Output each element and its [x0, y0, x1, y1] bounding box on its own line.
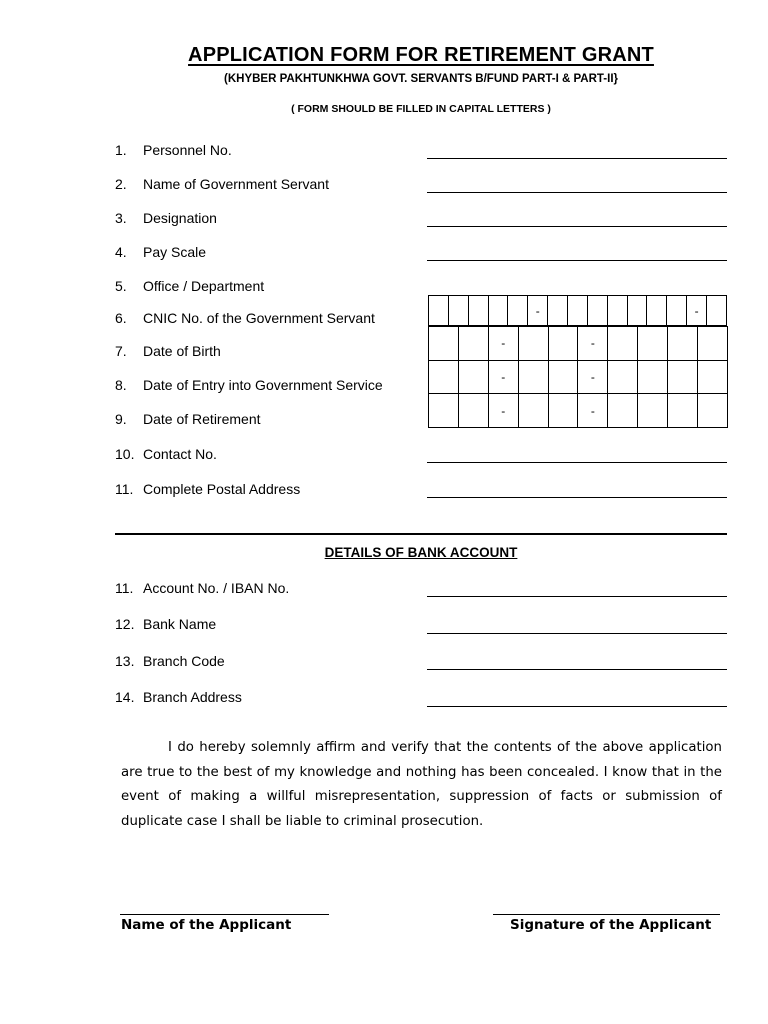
- personnel-no-entry-line[interactable]: [427, 158, 727, 159]
- cnic-digit-box[interactable]: [587, 296, 607, 326]
- date-digit-box[interactable]: [429, 360, 459, 394]
- cnic-digit-box[interactable]: [647, 296, 667, 326]
- cnic-digit-box[interactable]: [429, 296, 449, 326]
- applicant-name-line[interactable]: [120, 914, 329, 915]
- cnic-digit-box[interactable]: [448, 296, 468, 326]
- field-cnic-no: [115, 310, 375, 326]
- date-digit-box[interactable]: [518, 327, 548, 361]
- field-office-department: [115, 278, 264, 294]
- date-digit-box[interactable]: [638, 360, 668, 394]
- cnic-digit-box[interactable]: [627, 296, 647, 326]
- date-separator: -: [578, 327, 608, 361]
- field-label: Branch Code: [143, 653, 225, 669]
- field-number: 5.: [115, 278, 127, 294]
- date-digit-box[interactable]: [638, 327, 668, 361]
- field-label: Designation: [143, 210, 217, 226]
- field-number: 12.: [115, 616, 135, 632]
- field-number: 8.: [115, 377, 127, 393]
- date-digit-box[interactable]: [458, 327, 488, 361]
- cnic-digit-box[interactable]: [508, 296, 528, 326]
- cnic-digit-box[interactable]: [607, 296, 627, 326]
- field-number: 10.: [115, 446, 135, 462]
- branch-address-entry-line[interactable]: [427, 706, 727, 707]
- account-no-entry-line[interactable]: [427, 596, 727, 597]
- date-digit-box[interactable]: [668, 327, 698, 361]
- date-digit-box[interactable]: [698, 327, 728, 361]
- date-digit-box[interactable]: [668, 394, 698, 428]
- date-separator: -: [578, 360, 608, 394]
- field-pay-scale: [115, 244, 206, 260]
- form-title: APPLICATION FORM FOR RETIREMENT GRANT: [188, 44, 654, 66]
- field-number: 11.: [115, 481, 134, 497]
- field-name-of-government-servant: [115, 176, 329, 192]
- date-of-retirement-boxes: [429, 394, 728, 428]
- field-number: 9.: [115, 411, 127, 427]
- cnic-digit-box[interactable]: [568, 296, 588, 326]
- field-number: 2.: [115, 176, 127, 192]
- date-digit-box[interactable]: [458, 360, 488, 394]
- cnic-digit-box[interactable]: [488, 296, 508, 326]
- field-bank-name: [115, 616, 216, 632]
- field-date-of-entry: [115, 377, 383, 393]
- field-branch-address: [115, 689, 242, 705]
- applicant-name-label: Name of the Applicant: [121, 917, 292, 933]
- section-divider: [115, 533, 727, 535]
- designation-entry-line[interactable]: [427, 226, 727, 227]
- date-digit-box[interactable]: [698, 394, 728, 428]
- date-digit-box[interactable]: [548, 327, 578, 361]
- field-branch-code: [115, 653, 225, 669]
- form-subtitle: (KHYBER PAKHTUNKHWA GOVT. SERVANTS B/FUND PART-I & PART-II}: [224, 73, 618, 85]
- field-number: 4.: [115, 244, 127, 260]
- field-number: 6.: [115, 310, 127, 326]
- date-grid: [428, 326, 728, 428]
- date-digit-box[interactable]: [429, 394, 459, 428]
- date-digit-box[interactable]: [518, 360, 548, 394]
- date-digit-box[interactable]: [608, 394, 638, 428]
- date-separator: -: [488, 360, 518, 394]
- bank-details-heading: DETAILS OF BANK ACCOUNT: [324, 545, 518, 560]
- cnic-separator: -: [528, 296, 548, 326]
- date-digit-box[interactable]: [429, 327, 459, 361]
- field-label: Complete Postal Address: [143, 481, 301, 497]
- date-digit-box[interactable]: [518, 394, 548, 428]
- cnic-digit-box[interactable]: [667, 296, 687, 326]
- cnic-grid: [428, 295, 727, 326]
- date-digit-box[interactable]: [548, 394, 578, 428]
- field-label: Bank Name: [143, 616, 217, 632]
- date-digit-box[interactable]: [698, 360, 728, 394]
- cnic-digit-box[interactable]: [707, 296, 727, 326]
- field-label: Date of Retirement: [143, 411, 261, 427]
- date-separator: -: [488, 394, 518, 428]
- field-label: Account No. / IBAN No.: [143, 580, 290, 596]
- date-of-birth-boxes: [429, 327, 728, 361]
- name-entry-line[interactable]: [427, 192, 727, 193]
- capital-letters-note: ( FORM SHOULD BE FILLED IN CAPITAL LETTERS ): [291, 103, 551, 115]
- field-postal-address: [115, 481, 300, 497]
- date-digit-box[interactable]: [668, 360, 698, 394]
- cnic-digit-box[interactable]: [548, 296, 568, 326]
- field-label: Pay Scale: [143, 244, 207, 260]
- field-date-of-birth: [115, 343, 221, 359]
- field-label: Personnel No.: [143, 142, 232, 158]
- branch-code-entry-line[interactable]: [427, 669, 727, 670]
- applicant-signature-label: Signature of the Applicant: [510, 917, 712, 933]
- field-number: 3.: [115, 210, 127, 226]
- date-digit-box[interactable]: [458, 394, 488, 428]
- date-digit-box[interactable]: [608, 327, 638, 361]
- field-number: 11.: [115, 580, 134, 596]
- field-label: CNIC No. of the Government Servant: [143, 310, 375, 326]
- date-separator: -: [578, 394, 608, 428]
- bank-name-entry-line[interactable]: [427, 633, 727, 634]
- date-digit-box[interactable]: [638, 394, 668, 428]
- field-label: Contact No.: [143, 446, 217, 462]
- field-date-of-retirement: [115, 411, 261, 427]
- postal-address-entry-line[interactable]: [427, 497, 727, 498]
- date-digit-box[interactable]: [608, 360, 638, 394]
- field-number: 1.: [115, 142, 127, 158]
- contact-no-entry-line[interactable]: [427, 462, 727, 463]
- declaration-paragraph: I do hereby solemnly affirm and verify that the contents of the above application are true to the best of my knowledge and nothing has been concealed. I know that in the event of making a willful misrepresentation, suppression of facts or submission of duplicate case I shall be liable to criminal prosecution.: [121, 740, 722, 829]
- field-number: 7.: [115, 343, 127, 359]
- field-label: Date of Birth: [143, 343, 221, 359]
- field-label: Date of Entry into Government Service: [143, 377, 383, 393]
- field-designation: [115, 210, 217, 226]
- cnic-digit-box[interactable]: [468, 296, 488, 326]
- field-personnel-no: [115, 142, 232, 158]
- field-label: Office / Department: [143, 278, 265, 294]
- pay-scale-entry-line[interactable]: [427, 260, 727, 261]
- field-number: 13.: [115, 653, 135, 669]
- field-label: Name of Government Servant: [143, 176, 329, 192]
- applicant-signature-line[interactable]: [493, 914, 720, 915]
- date-of-entry-boxes: [429, 360, 728, 394]
- field-account-no: [115, 580, 289, 596]
- field-label: Branch Address: [143, 689, 242, 705]
- cnic-separator: -: [687, 296, 707, 326]
- date-separator: -: [488, 327, 518, 361]
- field-contact-no: [115, 446, 217, 462]
- date-digit-box[interactable]: [548, 360, 578, 394]
- field-number: 14.: [115, 689, 135, 705]
